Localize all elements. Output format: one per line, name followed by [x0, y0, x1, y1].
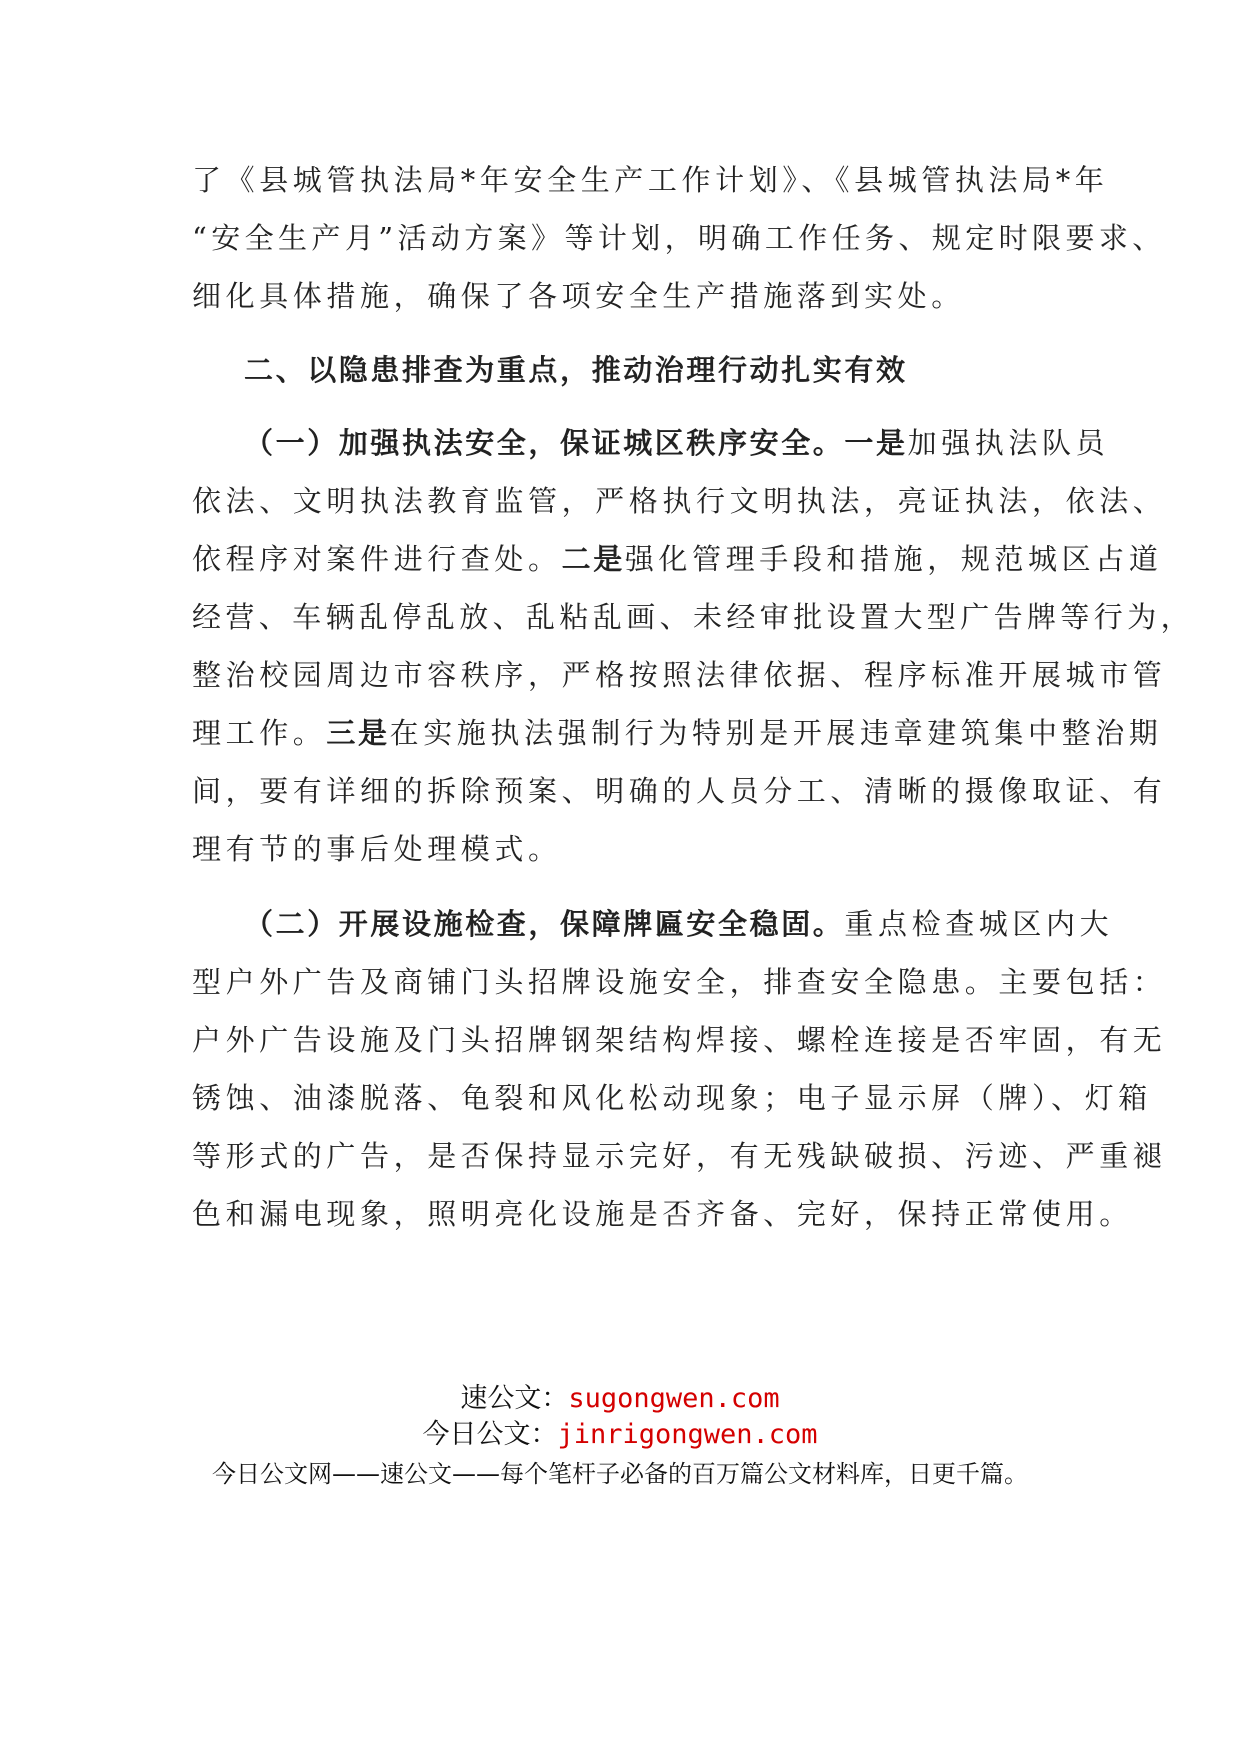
body-line: 户外广告设施及门头招牌钢架结构焊接、螺栓连接是否牢固，有无	[192, 1023, 1167, 1057]
body-line	[192, 539, 1163, 579]
footer-site-1-link[interactable]: sugongwen.com	[568, 1383, 780, 1414]
body-text: 重点检查城区内大	[844, 907, 1114, 941]
point-1-label: 一是	[844, 426, 908, 460]
body-line: 型户外广告及商铺门头招牌设施安全，排查安全隐患。主要包括：	[192, 965, 1167, 999]
body-line: “安全生产月”活动方案》等计划，明确工作任务、规定时限要求、	[192, 221, 1166, 255]
body-line: 整治校园周边市容秩序，严格按照法律依据、程序标准开展城市管	[192, 658, 1167, 692]
subsection-2-first-line	[244, 904, 1114, 944]
body-line: 锈蚀、油漆脱落、龟裂和风化松动现象；电子显示屏（牌）、灯箱	[192, 1081, 1152, 1115]
footer-site-1	[0, 1382, 1240, 1416]
subsection-1-title: （一）加强执法安全，保证城区秩序安全。	[244, 426, 845, 460]
body-text: 理工作。	[192, 716, 327, 750]
section-heading: 二、以隐患排查为重点，推动治理行动扎实有效	[244, 353, 908, 387]
footer-site-2-label: 今日公文：	[422, 1419, 558, 1450]
body-line: 经营、车辆乱停乱放、乱粘乱画、未经审批设置大型广告牌等行为，	[192, 600, 1195, 634]
body-line: 间，要有详细的拆除预案、明确的人员分工、清晰的摄像取证、有	[192, 774, 1167, 808]
body-line: 了《县城管执法局*年安全生产工作计划》、《县城管执法局*年	[192, 163, 1109, 197]
body-line: 理有节的事后处理模式。	[192, 832, 562, 866]
subsection-2-title: （二）开展设施检查，保障牌匾安全稳固。	[244, 907, 845, 941]
body-line: 细化具体措施，确保了各项安全生产措施落到实处。	[192, 279, 965, 313]
footer-tagline: 今日公文网——速公文——每个笔杆子必备的百万篇公文材料库，日更千篇。	[212, 1460, 1028, 1488]
body-line	[192, 713, 1163, 753]
body-line: 等形式的广告，是否保持显示完好，有无残缺破损、污迹、严重褪	[192, 1139, 1167, 1173]
footer-site-1-label: 速公文：	[460, 1383, 569, 1414]
point-3-label: 三是	[326, 716, 390, 750]
body-text: 在实施执法强制行为特别是开展违章建筑集中整治期	[389, 716, 1163, 750]
body-text: 依程序对案件进行查处。	[192, 542, 562, 576]
point-1-text: 加强执法队员	[907, 426, 1110, 460]
footer-site-2-link[interactable]: jinrigongwen.com	[557, 1419, 818, 1450]
body-line: 色和漏电现象，照明亮化设施是否齐备、完好，保持正常使用。	[192, 1197, 1133, 1231]
body-text: 强化管理手段和措施，规范城区占道	[624, 542, 1163, 576]
point-2-label: 二是	[561, 542, 625, 576]
footer-site-2	[0, 1418, 1240, 1452]
body-line: 依法、文明执法教育监管，严格执行文明执法，亮证执法，依法、	[192, 484, 1167, 518]
subsection-1-first-line	[244, 423, 1110, 463]
